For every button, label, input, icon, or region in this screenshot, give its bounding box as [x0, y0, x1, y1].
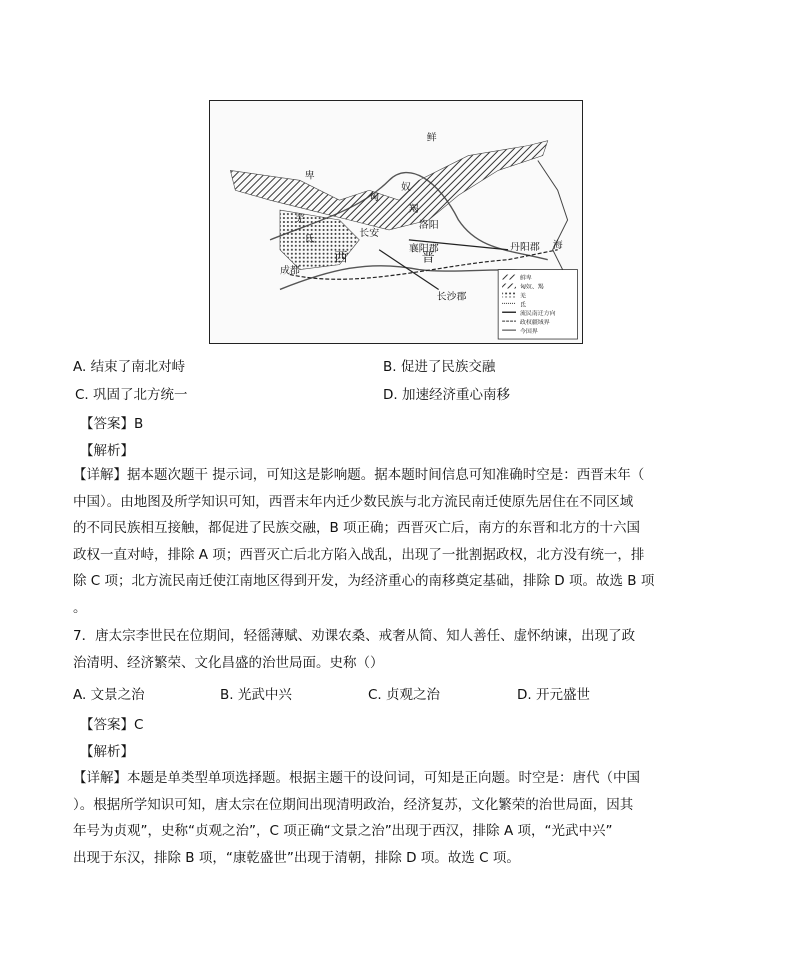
q6-detail-line: 【详解】据本题次题干 提示词，可知这是影响题。据本题时间信息可知准确时空是：西晋末年（	[73, 467, 645, 483]
map-label-chengdu: 成都	[279, 265, 300, 277]
q6-detail-line: 。	[73, 599, 87, 616]
q6-answer: 【答案】B	[80, 416, 144, 432]
q6-option-b: B. 促进了民族交融	[383, 359, 496, 375]
q7-stem-line: 7．唐太宗李世民在位期间，轻徭薄赋、劝课农桑、戒奢从简、知人善任、虚怀纳谏，出现了政	[73, 628, 636, 644]
q7-option-a: A. 文景之治	[73, 687, 145, 703]
map-label-xiong: 匈	[369, 192, 380, 204]
legend-item: 鲜卑	[519, 274, 532, 282]
map-label-xianbei: 鲜	[426, 132, 437, 144]
q6-detail-line: 的不同民族相互接触，都促进了民族交融，B 项正确；西晋灭亡后，南方的东晋和北方的十六国	[73, 520, 641, 536]
map-label-di: 氐	[304, 233, 315, 245]
map-label-xi: 西	[334, 250, 348, 266]
map-label-nu: 奴	[400, 182, 411, 194]
map-label-qiang: 羌	[294, 214, 305, 225]
q7-detail-line: ）。根据所学知识可知，唐太宗在位期间出现清明政治，经济复苏，文化繁荣的治世局面，因其	[73, 796, 634, 813]
q6-detail-line: 除 C 项；北方流民南迁使江南地区得到开发，为经济重心的南移奠定基础，排除 D 项。故选 B 项	[73, 573, 655, 589]
q6-detail	[73, 462, 673, 621]
q6-detail-line: 中国）。由地图及所学知识可知，西晋末年内迁少数民族与北方流民南迁使原先居住在不同区域	[73, 493, 634, 510]
map-label-luoyang: 洛阳	[418, 219, 439, 231]
map-label-changsha: 长沙郡	[436, 291, 467, 303]
q7-option-b: B. 光武中兴	[220, 687, 292, 703]
map-label-xiangyang: 襄阳郡	[408, 243, 439, 255]
q6-option-a: A. 结束了南北对峙	[73, 359, 186, 375]
xianbei-region	[230, 141, 547, 230]
q7-detail-line: 【详解】本题是单类型单项选择题。根据主题干的设问词，可知是正向题。时空是：唐代（中国	[73, 770, 640, 786]
legend-item: 政权疆域界	[519, 319, 550, 327]
legend-item: 匈奴、羯	[519, 283, 544, 291]
q7-answer: 【答案】C	[80, 717, 144, 733]
map-label-changan: 长安	[359, 227, 380, 239]
q7-analysis-heading: 【解析】	[80, 744, 134, 760]
map-label-danyang: 丹阳郡	[510, 241, 540, 253]
map-label-jie: 羯	[408, 204, 419, 216]
historical-map	[209, 100, 583, 344]
q7-stem-line: 治清明、经济繁荣、文化昌盛的治世局面。史称（）	[73, 654, 384, 671]
legend-item: 氐	[519, 301, 526, 309]
q7-option-d: D. 开元盛世	[517, 687, 590, 703]
q7-option-c: C. 贞观之治	[368, 687, 441, 703]
legend-item: 今国界	[519, 328, 538, 336]
map-legend	[498, 270, 577, 339]
q6-analysis-heading: 【解析】	[80, 443, 134, 459]
map-label-jin: 晋	[421, 250, 435, 266]
map-label-bei: 卑	[304, 170, 315, 182]
q7-detail-line: 年号为贞观”，史称“贞观之治”，C 项正确“文景之治”出现于西汉，排除 A 项，“光武中兴”	[73, 823, 613, 839]
q6-detail-line: 政权一直对峙，排除 A 项；西晋灭亡后北方陷入战乱，出现了一批割据政权，北方没有统一，排	[73, 546, 645, 563]
q7-stem	[73, 623, 673, 676]
q6-option-d: D. 加速经济重心南移	[383, 387, 510, 403]
q7-detail	[73, 765, 673, 871]
map-label-hai: 海	[552, 239, 563, 251]
q7-detail-line: 出现于东汉，排除 B 项，“康乾盛世”出现于清朝，排除 D 项。故选 C 项。	[73, 849, 520, 866]
legend-item: 流民南迁方向	[519, 310, 556, 318]
map-svg	[210, 101, 582, 343]
q6-option-c: C. 巩固了北方统一	[75, 387, 188, 403]
legend-item: 羌	[519, 292, 526, 300]
